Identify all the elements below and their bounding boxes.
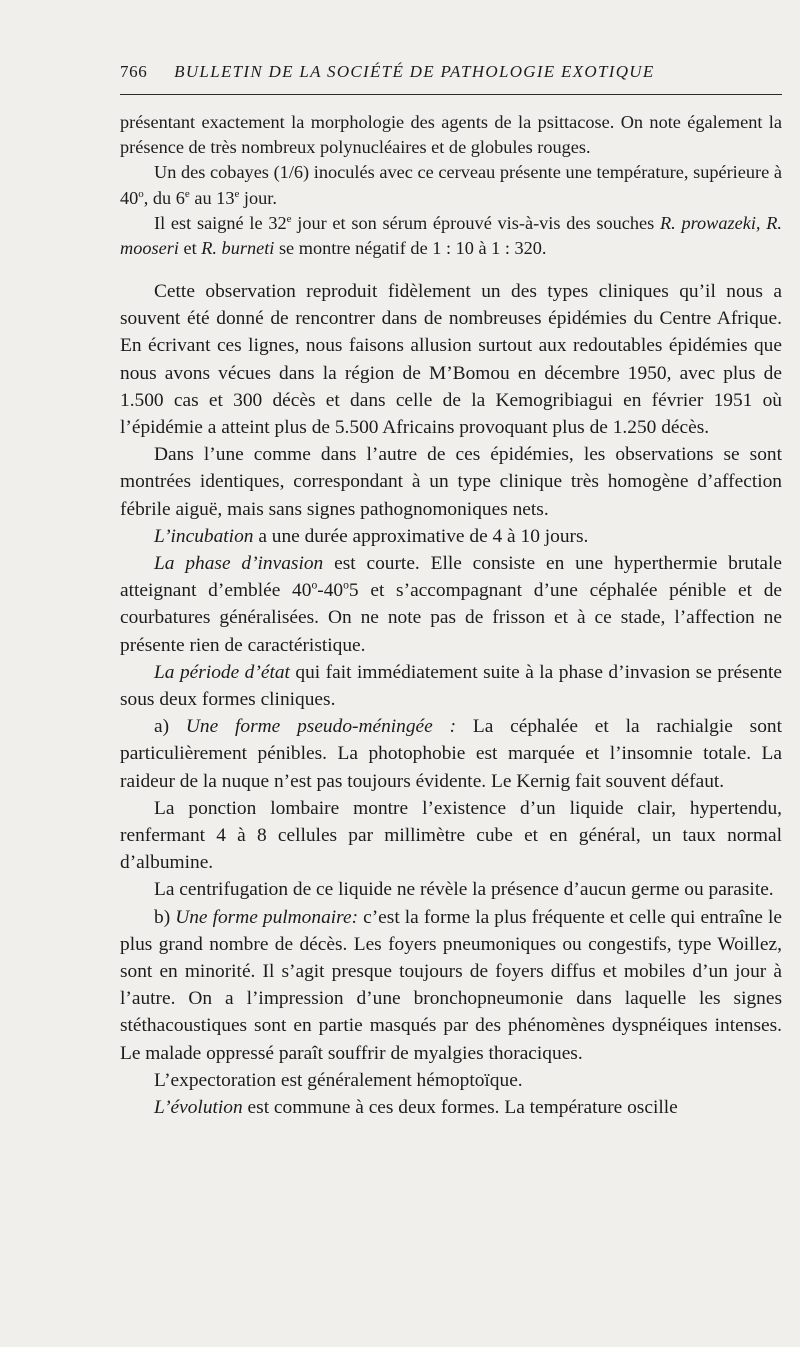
paragraph: L’évolution est commune à ces deux formes. La température oscille xyxy=(154,1097,678,1119)
small-paragraph: présentant exactement la morphologie des agents de la psittacose. On note également la présence de très nombreux polynucléaires et de globules rouges. xyxy=(120,112,782,158)
header-rule xyxy=(120,94,782,95)
running-header xyxy=(120,62,780,82)
main-text-block xyxy=(120,278,782,1121)
paragraph: a) Une forme pseudo-méningée : La céphalée et la rachialgie sont particulièrement pénibles. La photophobie est marquée et l’insomnie totale. La raideur de la nuque n’est pas toujours évidente. Le Kernig fait souvent défaut. xyxy=(120,716,782,792)
page-number: 766 xyxy=(120,62,148,81)
paragraph: L’expectoration est généralement hémoptoïque. xyxy=(154,1069,523,1091)
paragraph: La phase d’invasion est courte. Elle consiste en une hyperthermie brutale atteignant d’emblée 40$^o$-40$^o$5 et s’accompagnant d’une céphalée pénible et de courbatures généralisées. On ne note pas de frisson et à ce stade, l’affection ne présente rien de caractéristique. xyxy=(120,553,782,656)
paragraph: La période d’état qui fait immédiatement suite à la phase d’invasion se présente sous deux formes cliniques. xyxy=(120,661,782,711)
paragraph: L’incubation a une durée approximative de 4 à 10 jours. xyxy=(154,525,589,547)
small-print-block xyxy=(120,110,782,261)
paragraph: La ponction lombaire montre l’existence d’un liquide clair, hypertendu, renfermant 4 à 8 cellules par millimètre cube et en général, un taux normal d’albumine. xyxy=(120,797,782,874)
small-paragraph: Il est saigné le 32e jour et son sérum éprouvé vis-à-vis des souches R. prowazeki, R. mooseri et R. burneti se montre négatif de 1 : 10 à 1 : 320. xyxy=(120,212,782,259)
paragraph: La centrifugation de ce liquide ne révèle la présence d’aucun germe ou parasite. xyxy=(154,879,774,901)
small-paragraph: Un des cobayes (1/6) inoculés avec ce cerveau présente une température, supérieure à 40$^o$, du 6e au 13e jour. xyxy=(120,162,782,208)
journal-title: BULLETIN DE LA SOCIÉTÉ DE PATHOLOGIE EXOTIQUE xyxy=(174,62,655,81)
paragraph: Cette observation reproduit fidèlement un des types cliniques qu’il nous a souvent été donné de rencontrer dans de nombreuses épidémies du Centre Afrique. En écrivant ces lignes, nous faisons allusion surtout aux redoutables épidémies que nous avons vécues dans la région de M’Bomou en décembre 1950, avec plus de 1.500 cas et 300 décès et dans celle de la Kemogribiagui en février 1951 où l’épidémie a atteint plus de 5.500 Africains provoquant plus de 1.250 décès. xyxy=(120,281,782,439)
paragraph: Dans l’une comme dans l’autre de ces épidémies, les observations se sont montrées identiques, correspondant à un type clinique très homogène d’affection fébrile aiguë, mais sans signes pathognomoniques nets. xyxy=(120,444,782,520)
paragraph: b) Une forme pulmonaire: c’est la forme la plus fréquente et celle qui entraîne le plus grand nombre de décès. Les foyers pneumoniques ou congestifs, type Woillez, sont en minorité. Il s’agit presque toujours de foyers diffus et mobiles d’un jour à l’autre. On a l’impression d’une bronchopneumonie dans laquelle les signes stéthacoustiques sont en partie masqués par des phénomènes dyspnéiques intenses. Le malade oppressé paraît souffrir de myalgies thoraciques. xyxy=(120,906,782,1064)
